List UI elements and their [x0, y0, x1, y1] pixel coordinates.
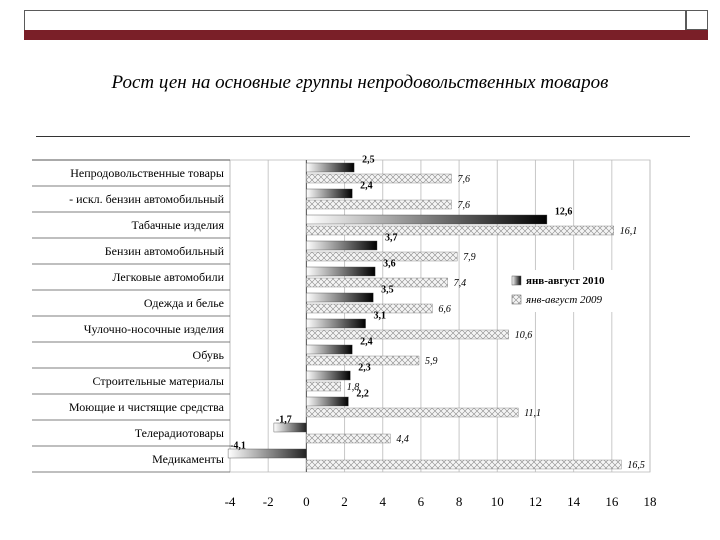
bar-series2 [306, 304, 432, 313]
bar-series2 [306, 226, 613, 235]
data-label-series1: 3,1 [373, 310, 387, 322]
data-label-series1: 12,6 [554, 206, 573, 218]
x-tick-label: 16 [605, 494, 619, 509]
bar-series1 [306, 345, 352, 354]
price-growth-bar-chart [0, 150, 720, 520]
header-accent-bar [24, 30, 686, 40]
data-label-series1: -1,7 [275, 414, 292, 426]
bar-series2 [306, 200, 451, 209]
category-label: Одежда и белье [143, 296, 224, 310]
legend-label-series1: янв-август 2010 [526, 275, 605, 287]
x-tick-label: 10 [490, 494, 504, 509]
category-label: Медикаменты [152, 452, 224, 466]
data-label-series2: 1,8 [346, 382, 360, 393]
data-label-series2: 11,1 [524, 408, 542, 419]
data-label-series1: 3,5 [381, 284, 394, 296]
title-divider [36, 136, 690, 137]
x-tick-label: 6 [417, 494, 425, 509]
bar-series1 [306, 397, 348, 406]
bar-series1 [306, 293, 373, 302]
bar-series1 [306, 189, 352, 198]
bars [228, 155, 645, 472]
data-label-series2: 5,9 [425, 356, 438, 367]
category-label: Чулочно-носочные изделия [83, 322, 224, 336]
legend-label-series2: янв-август 2009 [526, 294, 603, 306]
bar-series1 [306, 319, 365, 328]
bar-series1 [306, 371, 350, 380]
bar-series2 [306, 278, 447, 287]
x-tick-label: -2 [262, 494, 274, 509]
category-label: Телерадиотовары [134, 426, 224, 440]
x-axis [225, 494, 657, 509]
legend-swatch-series1 [512, 276, 521, 285]
data-label-series2: 4,4 [396, 434, 409, 445]
category-label: Легковые автомобили [112, 270, 224, 284]
category-label: Табачные изделия [131, 218, 224, 232]
data-label-series2: 7,6 [457, 174, 470, 185]
bar-series1 [306, 163, 354, 172]
category-label: Обувь [192, 348, 224, 362]
slide-title: Рост цен на основные группы непродовольственных товаров [111, 72, 609, 93]
legend-swatch-series2 [512, 295, 521, 304]
x-tick-label: 0 [303, 494, 310, 509]
category-label: Моющие и чистящие средства [68, 400, 224, 414]
category-label: Строительные материалы [92, 374, 224, 388]
bar-series1 [306, 215, 547, 224]
data-label-series2: 7,4 [453, 278, 467, 289]
data-label-series1: 3,7 [385, 232, 398, 244]
category-label: Бензин автомобильный [104, 244, 224, 258]
bar-series2 [306, 460, 621, 469]
x-tick-label: -4 [224, 494, 236, 509]
data-label-series1: -4,1 [230, 440, 246, 452]
data-label-series1: 2,5 [362, 154, 375, 166]
bar-series2 [306, 174, 451, 183]
data-label-series2: 10,6 [514, 330, 533, 341]
bar-series2 [306, 330, 508, 339]
legend [508, 270, 638, 312]
x-tick-label: 4 [379, 494, 386, 509]
data-label-series2: 6,6 [438, 304, 451, 315]
x-tick-label: 2 [341, 494, 348, 509]
data-label-series2: 16,1 [619, 226, 638, 237]
data-label-series1: 2,4 [360, 180, 373, 192]
category-label: Непродовольственные товары [70, 166, 224, 180]
category-labels [32, 160, 230, 472]
bar-series1 [306, 267, 375, 276]
data-label-series2: 7,9 [463, 252, 476, 263]
bar-series2 [306, 408, 518, 417]
data-label-series1: 3,6 [383, 258, 396, 270]
x-tick-label: 14 [567, 494, 581, 509]
bar-series2 [306, 252, 457, 261]
bar-series2 [306, 382, 340, 391]
category-label: - искл. бензин автомобильный [69, 192, 224, 206]
data-label-series1: 2,2 [356, 388, 369, 400]
header-decor-bar [24, 10, 686, 32]
x-tick-label: 8 [455, 494, 463, 509]
x-tick-label: 18 [643, 494, 657, 509]
data-label-series2: 16,5 [627, 460, 645, 471]
data-label-series1: 2,3 [358, 362, 371, 374]
x-tick-label: 12 [528, 494, 542, 509]
header-accent-square [686, 30, 708, 40]
data-label-series2: 7,6 [457, 200, 470, 211]
data-label-series1: 2,4 [360, 336, 373, 348]
bar-series2 [306, 434, 390, 443]
bar-series1 [306, 241, 377, 250]
header-decor-square [686, 10, 708, 30]
